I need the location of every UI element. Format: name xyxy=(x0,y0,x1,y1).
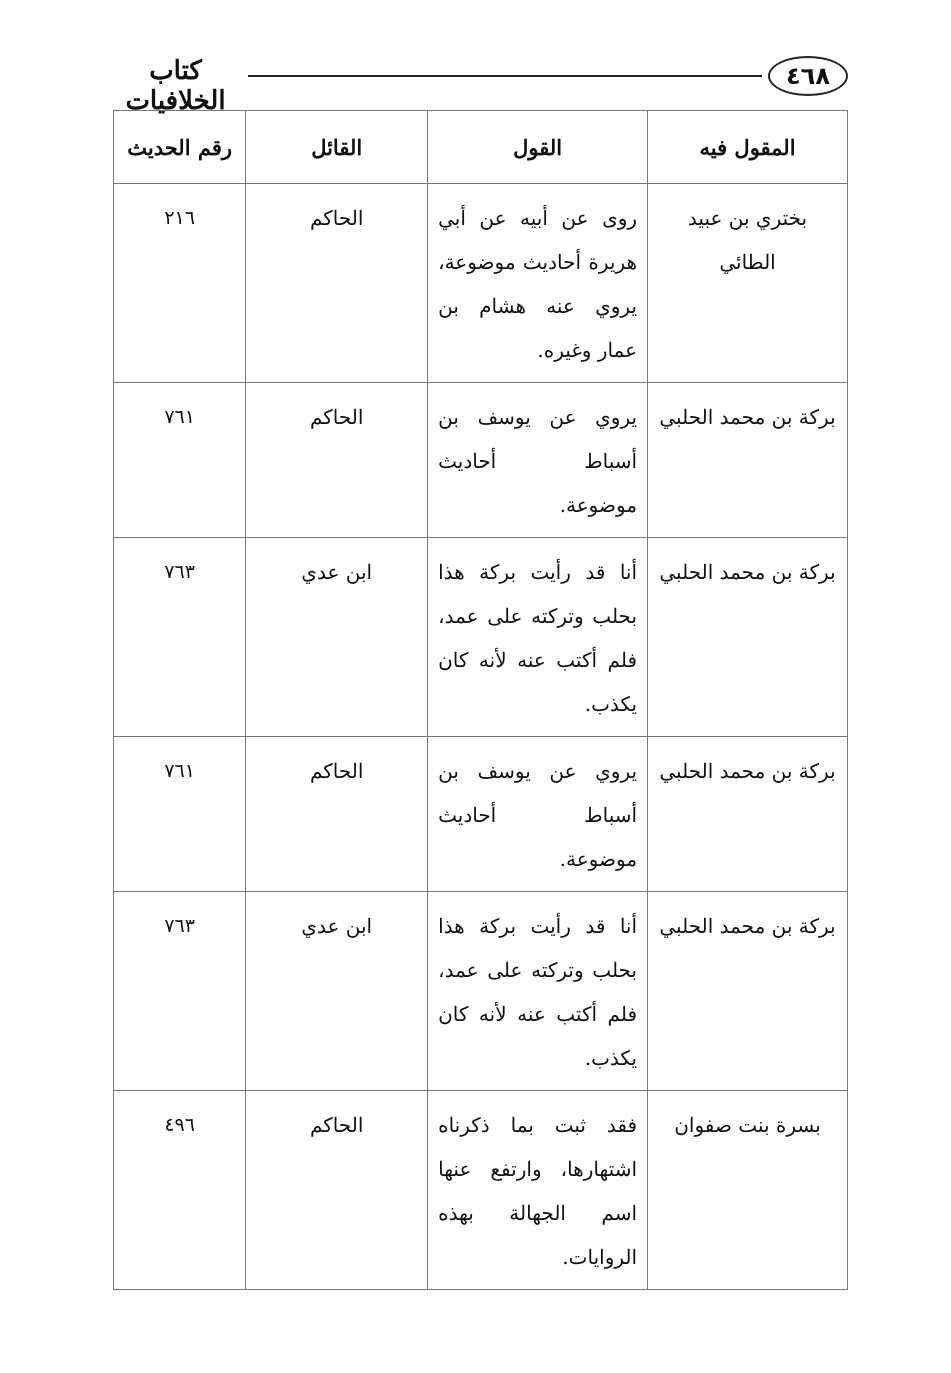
table-header-row xyxy=(114,111,848,184)
page-number: ٤٦٨ xyxy=(768,56,848,96)
cell-subject: بركة بن محمد الحلبي xyxy=(648,538,848,737)
cell-subject: بركة بن محمد الحلبي xyxy=(648,892,848,1091)
narrators-table-container xyxy=(113,110,848,1290)
cell-quote: روى عن أبيه عن أبي هريرة أحاديث موضوعة، يروي عنه هشام بن عمار وغيره. xyxy=(428,184,648,383)
column-header-speaker: القائل xyxy=(246,111,428,184)
table-row xyxy=(114,383,848,538)
cell-speaker: ابن عدي xyxy=(246,538,428,737)
page-header xyxy=(108,50,850,116)
cell-subject: بركة بن محمد الحلبي xyxy=(648,383,848,538)
cell-subject: بركة بن محمد الحلبي xyxy=(648,737,848,892)
cell-speaker: الحاكم xyxy=(246,737,428,892)
cell-speaker: ابن عدي xyxy=(246,892,428,1091)
column-header-subject: المقول فيه xyxy=(648,111,848,184)
cell-quote: فقد ثبت بما ذكرناه اشتهارها، وارتفع عنها اسم الجهالة بهذه الروايات. xyxy=(428,1091,648,1290)
table-row xyxy=(114,892,848,1091)
book-title: كتاب الخلافيات xyxy=(125,56,226,116)
table-row xyxy=(114,538,848,737)
table-row xyxy=(114,184,848,383)
cell-hadith-number: ٢١٦ xyxy=(114,184,246,383)
narrators-table xyxy=(113,110,848,1290)
cell-quote: يروي عن يوسف بن أسباط أحاديث موضوعة. xyxy=(428,737,648,892)
cell-quote: يروي عن يوسف بن أسباط أحاديث موضوعة. xyxy=(428,383,648,538)
cell-hadith-number: ٧٦٣ xyxy=(114,538,246,737)
cell-subject: بسرة بنت صفوان xyxy=(648,1091,848,1290)
cell-hadith-number: ٧٦٣ xyxy=(114,892,246,1091)
column-header-hadith-number: رقم الحديث xyxy=(114,111,246,184)
cell-hadith-number: ٧٦١ xyxy=(114,737,246,892)
table-row xyxy=(114,737,848,892)
cell-subject: بختري بن عبيد الطائي xyxy=(648,184,848,383)
cell-hadith-number: ٤٩٦ xyxy=(114,1091,246,1290)
cell-quote: أنا قد رأيت بركة هذا بحلب وتركته على عمد، فلم أكتب عنه لأنه كان يكذب. xyxy=(428,538,648,737)
header-rule xyxy=(248,75,762,77)
cell-hadith-number: ٧٦١ xyxy=(114,383,246,538)
column-header-quote: القول xyxy=(428,111,648,184)
cell-quote: أنا قد رأيت بركة هذا بحلب وتركته على عمد، فلم أكتب عنه لأنه كان يكذب. xyxy=(428,892,648,1091)
table-row xyxy=(114,1091,848,1290)
cell-speaker: الحاكم xyxy=(246,1091,428,1290)
cell-speaker: الحاكم xyxy=(246,383,428,538)
cell-speaker: الحاكم xyxy=(246,184,428,383)
